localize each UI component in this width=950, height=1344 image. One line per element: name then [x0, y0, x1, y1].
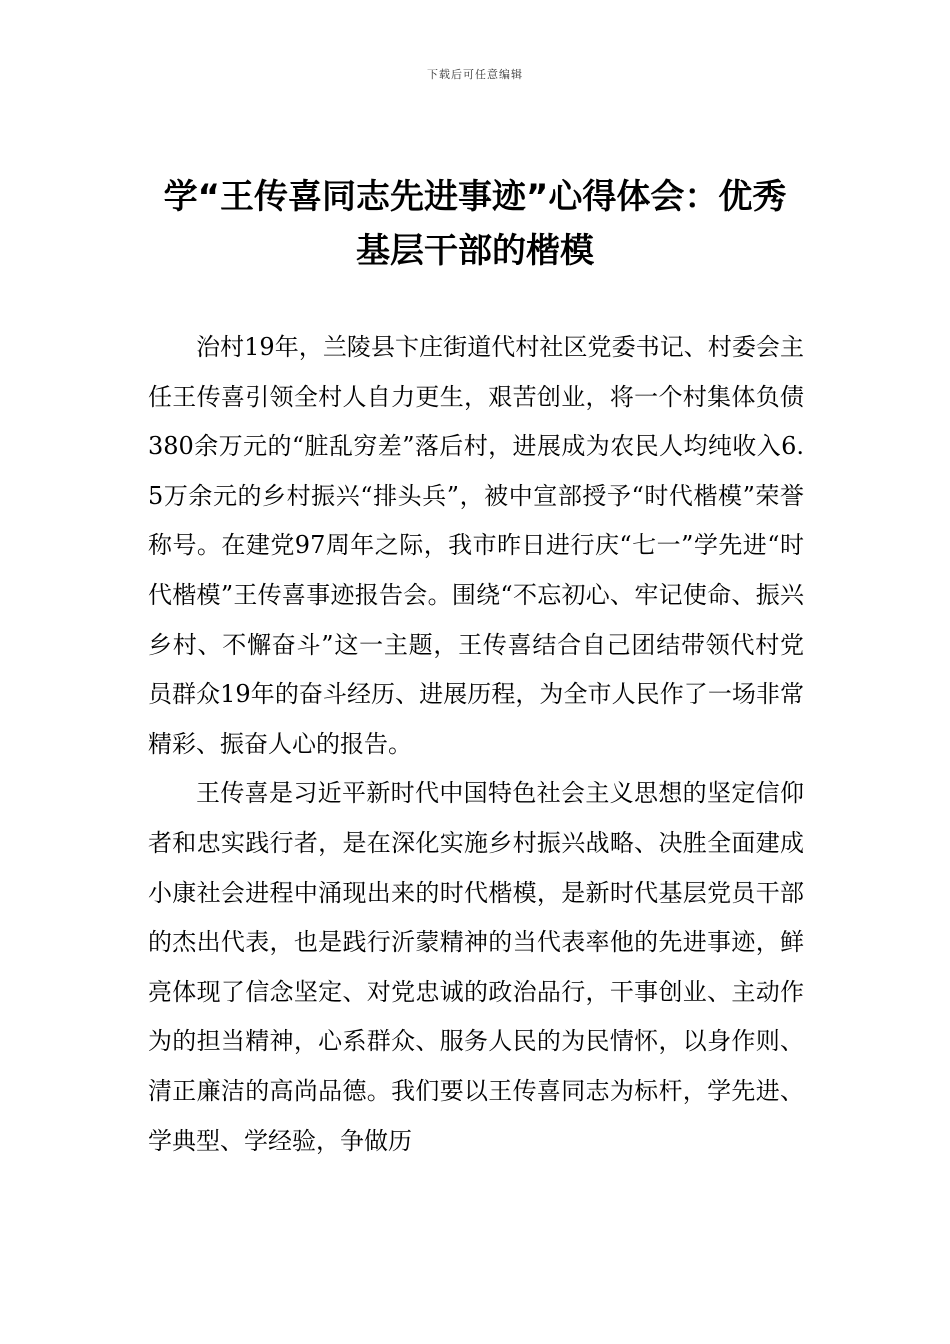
body-paragraph: 治村19年，兰陵县卞庄街道代村社区党委书记、村委会主任王传喜引领全村人自力更生，艰苦创业，将一个村集体负债380余万元的“脏乱穷差”落后村，进展成为农民人均纯收入6.5万余元的乡村振兴“排头兵”，被中宣部授予“时代楷模”荣誉称号。在建党97周年之际，我市昨日进行庆“七一”学先进“时代楷模”王传喜事迹报告会。围绕“不忘初心、牢记使命、振兴乡村、不懈奋斗”这一主题，王传喜结合自己团结带领代村党员群众19年的奋斗经历、进展历程，为全市人民作了一场非常精彩、振奋人心的报告。: [148, 333, 804, 758]
document-body: [148, 323, 804, 1166]
body-paragraph: 王传喜是习近平新时代中国特色社会主义思想的坚定信仰者和忠实践行者，是在深化实施乡村振兴战略、决胜全面建成小康社会进程中涌现出来的时代楷模，是新时代基层党员干部的杰出代表，也是践行沂蒙精神的当代表率他的先进事迹，鲜亮体现了信念坚定、对党忠诚的政治品行，干事创业、主动作为的担当精神，心系群众、服务人民的为民情怀，以身作则、清正廉洁的高尚品德。我们要以王传喜同志为标杆，学先进、学典型、学经验，争做历: [148, 779, 804, 1155]
header-note: 下载后可任意编辑: [427, 68, 523, 81]
document-title: 学“王传喜同志先进事迹”心得体会：优秀基层干部的楷模: [163, 177, 787, 271]
